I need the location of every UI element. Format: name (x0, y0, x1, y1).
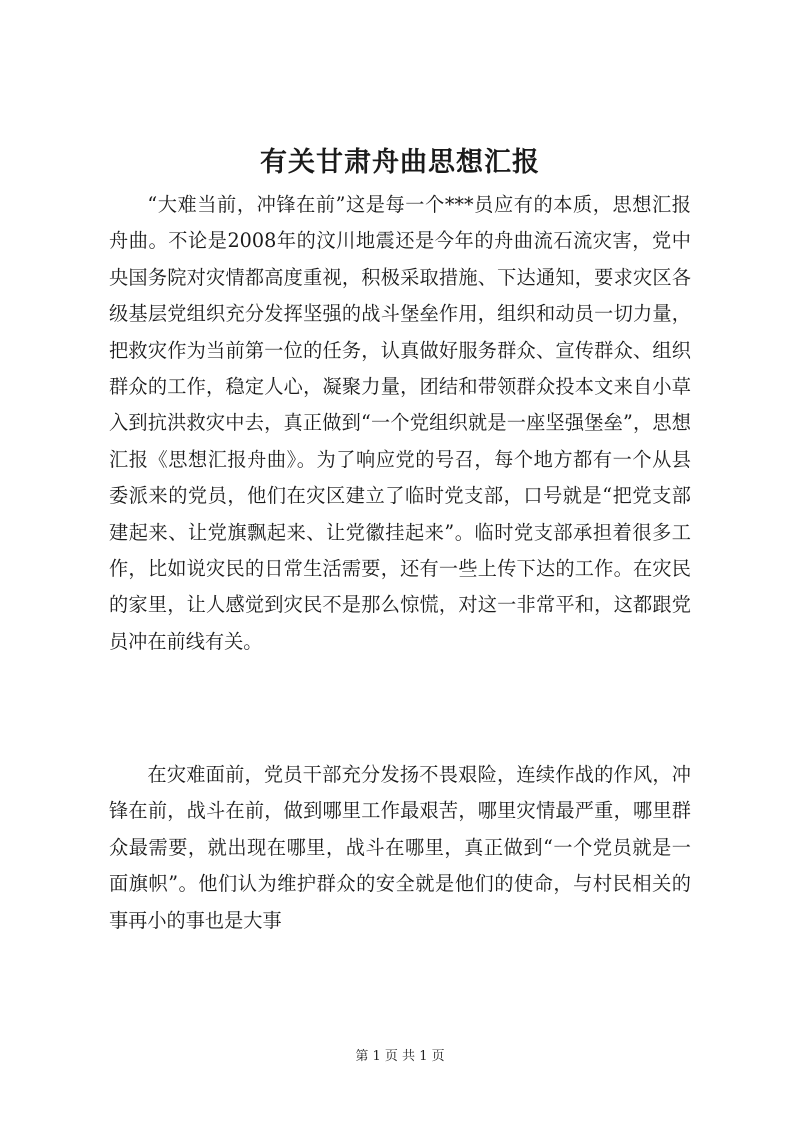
body-paragraph-2: 在灾难面前，党员干部充分发扬不畏艰险，连续作战的作风，冲锋在前，战斗在前，做到哪里工作最艰苦，哪里灾情最严重，哪里群众最需要，就出现在哪里，战斗在哪里，真正做到“一个党员就是一面旗帜”。他们认为维护群众的安全就是他们的使命，与村民相关的事再小的事也是大事 (109, 763, 691, 932)
document-title: 有关甘肃舟曲思想汇报 (260, 147, 540, 178)
body-paragraph-1: “大难当前，冲锋在前”这是每一个***员应有的本质，思想汇报舟曲。不论是2008年的汶川地震还是今年的舟曲流石流灾害，党中央国务院对灾情都高度重视，积极采取措施、下达通知，要求灾区各级基层党组织充分发挥坚强的战斗堡垒作用，组织和动员一切力量，把救灾作为当前第一位的任务，认真做好服务群众、宣传群众、组织群众的工作，稳定人心，凝聚力量，团结和带领群众投本文来自小草入到抗洪救灾中去，真正做到“一个党组织就是一座坚强堡垒”，思想汇报《思想汇报舟曲》。为了响应党的号召，每个地方都有一个从县委派来的党员，他们在灾区建立了临时党支部，口号就是“把党支部建起来、让党旗飘起来、让党徽挂起来”。临时党支部承担着很多工作，比如说灾民的日常生活需要，还有一些上传下达的工作。在灾民的家里，让人感觉到灾民不是那么惊慌，对这一非常平和，这都跟党员冲在前线有关。 (109, 193, 691, 653)
page-number-footer: 第 1 页 共 1 页 (355, 1049, 445, 1064)
